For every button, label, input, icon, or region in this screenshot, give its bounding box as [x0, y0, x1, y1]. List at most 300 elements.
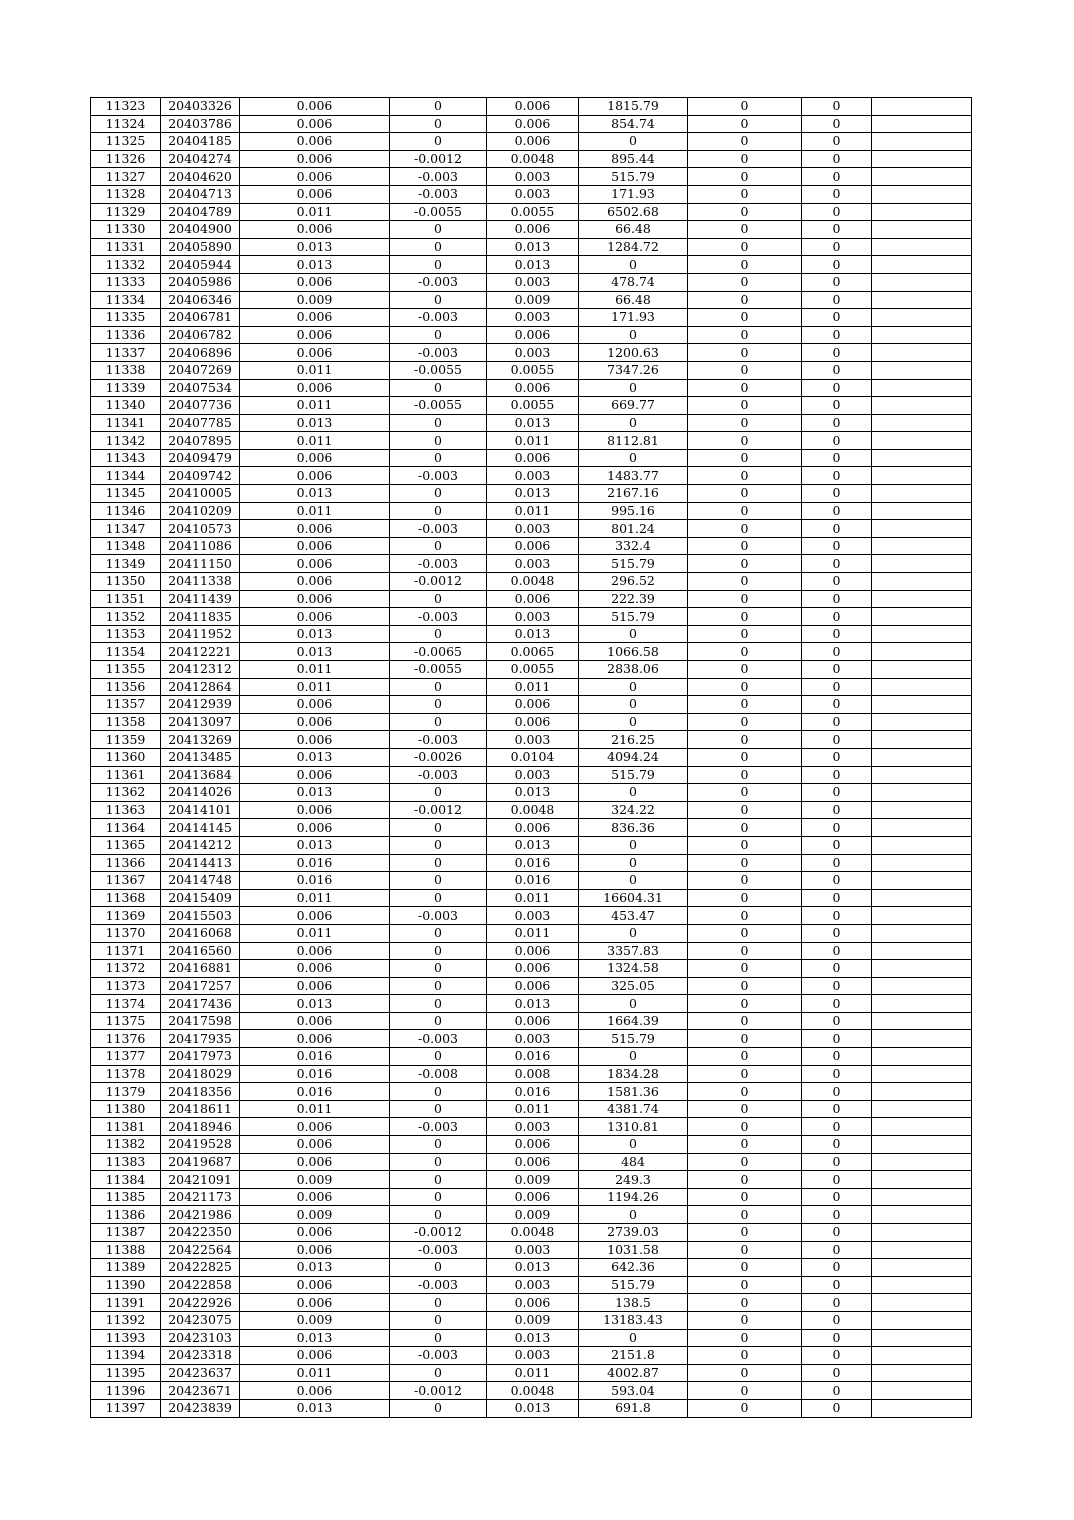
value-d-cell: 0 [688, 115, 802, 133]
amount-cell: 1664.39 [579, 1012, 688, 1030]
value-e-cell: 0 [802, 133, 872, 151]
value-a-cell: 0.013 [240, 1329, 390, 1347]
table-row [91, 1399, 972, 1417]
amount-cell: 0 [579, 1048, 688, 1066]
value-d-cell: 0 [688, 1012, 802, 1030]
blank-cell [872, 555, 972, 573]
blank-cell [872, 748, 972, 766]
table-row [91, 590, 972, 608]
id-cell: 20419687 [161, 1153, 240, 1171]
blank-cell [872, 573, 972, 591]
id-cell: 20407785 [161, 414, 240, 432]
value-a-cell: 0.006 [240, 555, 390, 573]
value-c-cell: 0.006 [487, 1012, 579, 1030]
id-cell: 20412312 [161, 661, 240, 679]
value-d-cell: 0 [688, 608, 802, 626]
id-cell: 20416068 [161, 924, 240, 942]
amount-cell: 138.5 [579, 1294, 688, 1312]
blank-cell [872, 1224, 972, 1242]
value-e-cell: 0 [802, 150, 872, 168]
id-cell: 20406782 [161, 326, 240, 344]
table-row [91, 185, 972, 203]
value-c-cell: 0.003 [487, 731, 579, 749]
id-cell: 20417973 [161, 1048, 240, 1066]
id-cell: 20422858 [161, 1276, 240, 1294]
id-cell: 20417935 [161, 1030, 240, 1048]
row-number-cell: 11385 [91, 1188, 161, 1206]
value-a-cell: 0.013 [240, 643, 390, 661]
value-b-cell: -0.0012 [390, 801, 487, 819]
id-cell: 20423839 [161, 1399, 240, 1417]
amount-cell: 515.79 [579, 555, 688, 573]
value-b-cell: -0.003 [390, 344, 487, 362]
value-a-cell: 0.011 [240, 1364, 390, 1382]
value-e-cell: 0 [802, 537, 872, 555]
row-number-cell: 11340 [91, 397, 161, 415]
value-e-cell: 0 [802, 273, 872, 291]
data-table [90, 97, 972, 1418]
table-row [91, 942, 972, 960]
table-row [91, 1136, 972, 1154]
id-cell: 20423637 [161, 1364, 240, 1382]
row-number-cell: 11357 [91, 696, 161, 714]
amount-cell: 515.79 [579, 168, 688, 186]
value-a-cell: 0.006 [240, 766, 390, 784]
value-a-cell: 0.006 [240, 1347, 390, 1365]
table-row [91, 555, 972, 573]
value-c-cell: 0.003 [487, 907, 579, 925]
value-b-cell: -0.0012 [390, 1224, 487, 1242]
id-cell: 20414026 [161, 784, 240, 802]
value-c-cell: 0.0048 [487, 150, 579, 168]
value-b-cell: -0.003 [390, 555, 487, 573]
id-cell: 20411952 [161, 625, 240, 643]
table-row [91, 414, 972, 432]
value-c-cell: 0.006 [487, 537, 579, 555]
value-c-cell: 0.003 [487, 273, 579, 291]
value-b-cell: 0 [390, 924, 487, 942]
blank-cell [872, 836, 972, 854]
value-c-cell: 0.011 [487, 889, 579, 907]
blank-cell [872, 784, 972, 802]
id-cell: 20413097 [161, 713, 240, 731]
id-cell: 20412864 [161, 678, 240, 696]
blank-cell [872, 696, 972, 714]
table-row [91, 1030, 972, 1048]
value-a-cell: 0.006 [240, 379, 390, 397]
value-a-cell: 0.006 [240, 801, 390, 819]
value-b-cell: -0.003 [390, 467, 487, 485]
amount-cell: 1310.81 [579, 1118, 688, 1136]
value-d-cell: 0 [688, 678, 802, 696]
amount-cell: 0 [579, 1136, 688, 1154]
value-c-cell: 0.003 [487, 1276, 579, 1294]
amount-cell: 0 [579, 872, 688, 890]
value-e-cell: 0 [802, 256, 872, 274]
amount-cell: 0 [579, 784, 688, 802]
value-d-cell: 0 [688, 836, 802, 854]
value-d-cell: 0 [688, 784, 802, 802]
blank-cell [872, 1065, 972, 1083]
value-e-cell: 0 [802, 397, 872, 415]
row-number-cell: 11395 [91, 1364, 161, 1382]
row-number-cell: 11336 [91, 326, 161, 344]
value-e-cell: 0 [802, 748, 872, 766]
value-b-cell: 0 [390, 678, 487, 696]
blank-cell [872, 1012, 972, 1030]
blank-cell [872, 801, 972, 819]
value-e-cell: 0 [802, 344, 872, 362]
amount-cell: 515.79 [579, 1276, 688, 1294]
value-c-cell: 0.006 [487, 713, 579, 731]
value-a-cell: 0.006 [240, 467, 390, 485]
value-a-cell: 0.006 [240, 537, 390, 555]
row-number-cell: 11324 [91, 115, 161, 133]
row-number-cell: 11334 [91, 291, 161, 309]
amount-cell: 0 [579, 713, 688, 731]
value-c-cell: 0.003 [487, 608, 579, 626]
table-row [91, 748, 972, 766]
table-row [91, 625, 972, 643]
amount-cell: 0 [579, 449, 688, 467]
row-number-cell: 11392 [91, 1311, 161, 1329]
amount-cell: 13183.43 [579, 1311, 688, 1329]
blank-cell [872, 960, 972, 978]
blank-cell [872, 731, 972, 749]
value-a-cell: 0.011 [240, 1100, 390, 1118]
row-number-cell: 11379 [91, 1083, 161, 1101]
value-d-cell: 0 [688, 1083, 802, 1101]
table-row [91, 221, 972, 239]
amount-cell: 0 [579, 854, 688, 872]
amount-cell: 171.93 [579, 185, 688, 203]
value-d-cell: 0 [688, 361, 802, 379]
row-number-cell: 11348 [91, 537, 161, 555]
table-row [91, 889, 972, 907]
blank-cell [872, 273, 972, 291]
value-b-cell: 0 [390, 1100, 487, 1118]
table-row [91, 1048, 972, 1066]
value-d-cell: 0 [688, 502, 802, 520]
value-c-cell: 0.016 [487, 1048, 579, 1066]
value-e-cell: 0 [802, 995, 872, 1013]
value-e-cell: 0 [802, 1382, 872, 1400]
id-cell: 20414145 [161, 819, 240, 837]
value-a-cell: 0.016 [240, 1048, 390, 1066]
id-cell: 20407534 [161, 379, 240, 397]
value-b-cell: 0 [390, 1329, 487, 1347]
amount-cell: 66.48 [579, 291, 688, 309]
value-d-cell: 0 [688, 1294, 802, 1312]
value-a-cell: 0.013 [240, 625, 390, 643]
id-cell: 20417257 [161, 977, 240, 995]
value-e-cell: 0 [802, 1241, 872, 1259]
amount-cell: 222.39 [579, 590, 688, 608]
value-e-cell: 0 [802, 1030, 872, 1048]
value-e-cell: 0 [802, 449, 872, 467]
id-cell: 20414212 [161, 836, 240, 854]
value-b-cell: -0.003 [390, 1030, 487, 1048]
value-c-cell: 0.0048 [487, 1382, 579, 1400]
table-row [91, 1065, 972, 1083]
value-c-cell: 0.003 [487, 766, 579, 784]
amount-cell: 593.04 [579, 1382, 688, 1400]
amount-cell: 691.8 [579, 1399, 688, 1417]
value-c-cell: 0.009 [487, 1311, 579, 1329]
row-number-cell: 11397 [91, 1399, 161, 1417]
value-a-cell: 0.013 [240, 784, 390, 802]
table-row [91, 661, 972, 679]
row-number-cell: 11365 [91, 836, 161, 854]
amount-cell: 1834.28 [579, 1065, 688, 1083]
row-number-cell: 11374 [91, 995, 161, 1013]
value-d-cell: 0 [688, 520, 802, 538]
value-d-cell: 0 [688, 573, 802, 591]
row-number-cell: 11384 [91, 1171, 161, 1189]
id-cell: 20413269 [161, 731, 240, 749]
value-d-cell: 0 [688, 485, 802, 503]
value-c-cell: 0.013 [487, 625, 579, 643]
value-b-cell: -0.003 [390, 309, 487, 327]
value-b-cell: 0 [390, 1294, 487, 1312]
table-row [91, 397, 972, 415]
id-cell: 20421986 [161, 1206, 240, 1224]
value-c-cell: 0.003 [487, 1118, 579, 1136]
id-cell: 20416881 [161, 960, 240, 978]
value-a-cell: 0.011 [240, 203, 390, 221]
value-c-cell: 0.006 [487, 449, 579, 467]
amount-cell: 515.79 [579, 766, 688, 784]
value-b-cell: 0 [390, 1206, 487, 1224]
amount-cell: 0 [579, 924, 688, 942]
row-number-cell: 11386 [91, 1206, 161, 1224]
value-e-cell: 0 [802, 678, 872, 696]
value-d-cell: 0 [688, 766, 802, 784]
id-cell: 20414413 [161, 854, 240, 872]
table-row [91, 520, 972, 538]
amount-cell: 995.16 [579, 502, 688, 520]
value-d-cell: 0 [688, 185, 802, 203]
value-a-cell: 0.006 [240, 1030, 390, 1048]
value-b-cell: -0.0012 [390, 150, 487, 168]
value-c-cell: 0.006 [487, 942, 579, 960]
table-row [91, 1100, 972, 1118]
value-b-cell: -0.0012 [390, 1382, 487, 1400]
value-b-cell: -0.0012 [390, 573, 487, 591]
value-a-cell: 0.006 [240, 696, 390, 714]
value-d-cell: 0 [688, 1100, 802, 1118]
value-e-cell: 0 [802, 238, 872, 256]
value-c-cell: 0.0055 [487, 397, 579, 415]
value-c-cell: 0.0055 [487, 203, 579, 221]
value-d-cell: 0 [688, 854, 802, 872]
value-e-cell: 0 [802, 502, 872, 520]
blank-cell [872, 625, 972, 643]
row-number-cell: 11362 [91, 784, 161, 802]
amount-cell: 1483.77 [579, 467, 688, 485]
row-number-cell: 11335 [91, 309, 161, 327]
row-number-cell: 11353 [91, 625, 161, 643]
value-e-cell: 0 [802, 1136, 872, 1154]
value-c-cell: 0.016 [487, 1083, 579, 1101]
amount-cell: 1194.26 [579, 1188, 688, 1206]
amount-cell: 296.52 [579, 573, 688, 591]
blank-cell [872, 467, 972, 485]
id-cell: 20410005 [161, 485, 240, 503]
id-cell: 20403786 [161, 115, 240, 133]
id-cell: 20415503 [161, 907, 240, 925]
id-cell: 20411835 [161, 608, 240, 626]
blank-cell [872, 854, 972, 872]
value-d-cell: 0 [688, 819, 802, 837]
table-row [91, 819, 972, 837]
value-a-cell: 0.006 [240, 326, 390, 344]
value-b-cell: 0 [390, 713, 487, 731]
value-a-cell: 0.006 [240, 449, 390, 467]
value-d-cell: 0 [688, 1241, 802, 1259]
value-b-cell: -0.008 [390, 1065, 487, 1083]
value-d-cell: 0 [688, 309, 802, 327]
amount-cell: 0 [579, 1329, 688, 1347]
amount-cell: 0 [579, 133, 688, 151]
amount-cell: 0 [579, 678, 688, 696]
blank-cell [872, 520, 972, 538]
row-number-cell: 11354 [91, 643, 161, 661]
blank-cell [872, 995, 972, 1013]
table-row [91, 1118, 972, 1136]
table-row [91, 150, 972, 168]
table-row [91, 1153, 972, 1171]
value-a-cell: 0.013 [240, 748, 390, 766]
value-a-cell: 0.009 [240, 1206, 390, 1224]
blank-cell [872, 1364, 972, 1382]
blank-cell [872, 1311, 972, 1329]
blank-cell [872, 502, 972, 520]
table-row [91, 1382, 972, 1400]
row-number-cell: 11366 [91, 854, 161, 872]
amount-cell: 0 [579, 256, 688, 274]
value-c-cell: 0.006 [487, 1136, 579, 1154]
table-row [91, 432, 972, 450]
value-c-cell: 0.016 [487, 854, 579, 872]
value-d-cell: 0 [688, 924, 802, 942]
table-row [91, 168, 972, 186]
value-e-cell: 0 [802, 203, 872, 221]
value-c-cell: 0.003 [487, 1030, 579, 1048]
row-number-cell: 11376 [91, 1030, 161, 1048]
id-cell: 20410573 [161, 520, 240, 538]
value-b-cell: 0 [390, 379, 487, 397]
value-d-cell: 0 [688, 1364, 802, 1382]
row-number-cell: 11349 [91, 555, 161, 573]
value-d-cell: 0 [688, 1259, 802, 1277]
value-d-cell: 0 [688, 1399, 802, 1417]
value-b-cell: 0 [390, 590, 487, 608]
value-e-cell: 0 [802, 1153, 872, 1171]
id-cell: 20422825 [161, 1259, 240, 1277]
value-c-cell: 0.003 [487, 344, 579, 362]
value-d-cell: 0 [688, 326, 802, 344]
row-number-cell: 11361 [91, 766, 161, 784]
value-b-cell: 0 [390, 889, 487, 907]
value-e-cell: 0 [802, 1329, 872, 1347]
value-c-cell: 0.0065 [487, 643, 579, 661]
id-cell: 20422350 [161, 1224, 240, 1242]
table-row [91, 115, 972, 133]
value-c-cell: 0.013 [487, 1329, 579, 1347]
value-e-cell: 0 [802, 590, 872, 608]
value-a-cell: 0.011 [240, 361, 390, 379]
value-a-cell: 0.016 [240, 872, 390, 890]
value-c-cell: 0.006 [487, 696, 579, 714]
blank-cell [872, 713, 972, 731]
value-d-cell: 0 [688, 643, 802, 661]
blank-cell [872, 485, 972, 503]
row-number-cell: 11394 [91, 1347, 161, 1365]
amount-cell: 0 [579, 326, 688, 344]
value-a-cell: 0.011 [240, 661, 390, 679]
value-a-cell: 0.006 [240, 977, 390, 995]
amount-cell: 4094.24 [579, 748, 688, 766]
id-cell: 20418611 [161, 1100, 240, 1118]
id-cell: 20403326 [161, 98, 240, 116]
id-cell: 20413684 [161, 766, 240, 784]
table-row [91, 872, 972, 890]
value-d-cell: 0 [688, 467, 802, 485]
table-row [91, 1364, 972, 1382]
row-number-cell: 11330 [91, 221, 161, 239]
table-row [91, 696, 972, 714]
value-e-cell: 0 [802, 1399, 872, 1417]
blank-cell [872, 432, 972, 450]
id-cell: 20423075 [161, 1311, 240, 1329]
value-a-cell: 0.006 [240, 344, 390, 362]
id-cell: 20407895 [161, 432, 240, 450]
value-b-cell: 0 [390, 977, 487, 995]
value-a-cell: 0.011 [240, 924, 390, 942]
value-d-cell: 0 [688, 449, 802, 467]
blank-cell [872, 1083, 972, 1101]
table-row [91, 678, 972, 696]
value-b-cell: 0 [390, 502, 487, 520]
value-e-cell: 0 [802, 1364, 872, 1382]
amount-cell: 249.3 [579, 1171, 688, 1189]
amount-cell: 7347.26 [579, 361, 688, 379]
blank-cell [872, 221, 972, 239]
value-d-cell: 0 [688, 1153, 802, 1171]
table-row [91, 643, 972, 661]
value-b-cell: -0.003 [390, 168, 487, 186]
blank-cell [872, 414, 972, 432]
blank-cell [872, 1382, 972, 1400]
table-row [91, 1224, 972, 1242]
row-number-cell: 11369 [91, 907, 161, 925]
blank-cell [872, 537, 972, 555]
value-a-cell: 0.013 [240, 995, 390, 1013]
value-a-cell: 0.013 [240, 414, 390, 432]
value-c-cell: 0.006 [487, 960, 579, 978]
row-number-cell: 11388 [91, 1241, 161, 1259]
row-number-cell: 11337 [91, 344, 161, 362]
amount-cell: 0 [579, 696, 688, 714]
id-cell: 20410209 [161, 502, 240, 520]
value-d-cell: 0 [688, 1382, 802, 1400]
id-cell: 20422564 [161, 1241, 240, 1259]
value-e-cell: 0 [802, 1012, 872, 1030]
id-cell: 20407736 [161, 397, 240, 415]
amount-cell: 515.79 [579, 1030, 688, 1048]
table-row [91, 309, 972, 327]
